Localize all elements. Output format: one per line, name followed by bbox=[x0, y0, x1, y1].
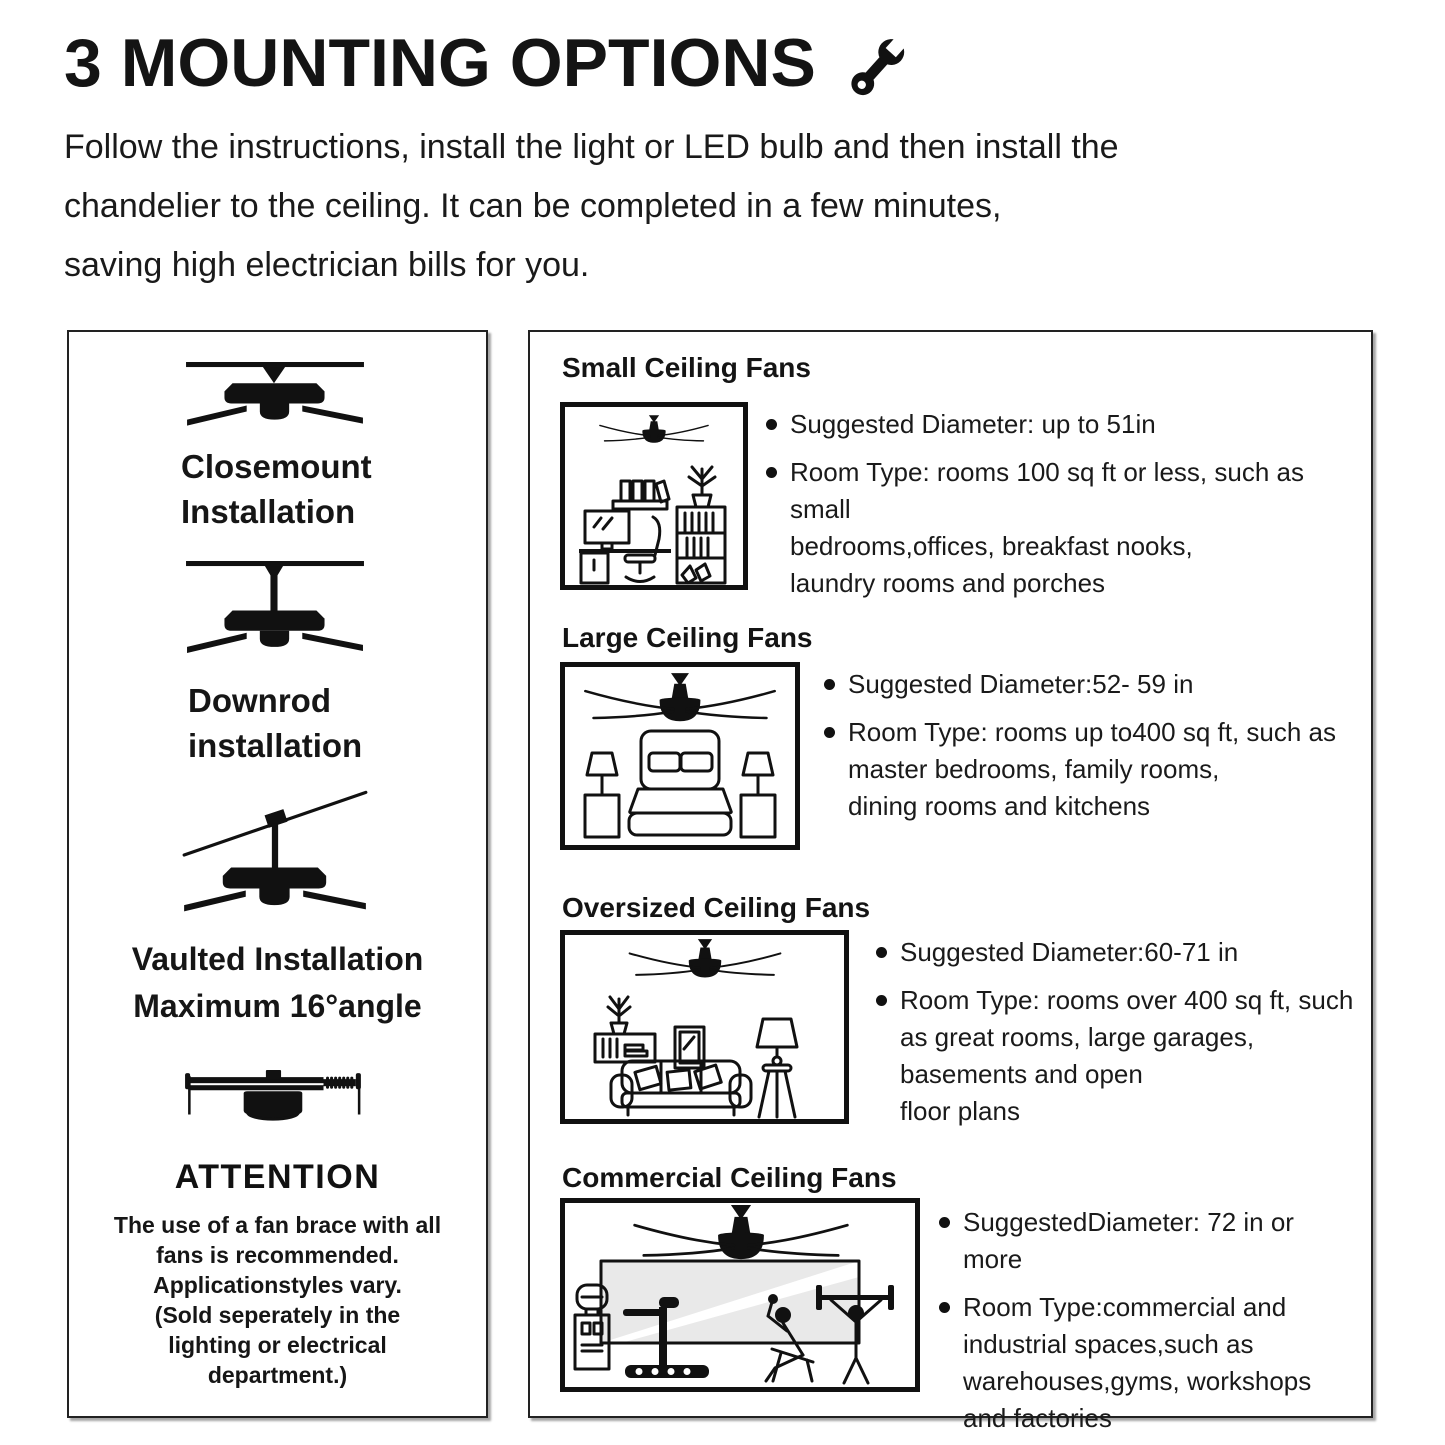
bullet-line: Room Type:commercial and bbox=[963, 1292, 1287, 1322]
mounting-options-panel bbox=[67, 330, 488, 1418]
attention-line: Applicationstyles vary. bbox=[153, 1272, 402, 1298]
attention-line: lighting or electrical bbox=[168, 1332, 387, 1358]
bullet-item bbox=[875, 934, 1355, 971]
bullet-line: master bedrooms, family rooms, bbox=[848, 754, 1220, 784]
bullet-line: and factories bbox=[963, 1403, 1112, 1433]
bullet-list bbox=[938, 1204, 1358, 1437]
bullet-line: Suggested Diameter:52- 59 in bbox=[848, 669, 1194, 699]
bullet-line: Suggested Diameter: up to 51in bbox=[790, 409, 1156, 439]
bullet-item bbox=[765, 454, 1355, 602]
bullet-item bbox=[875, 982, 1355, 1130]
fan-brace-icon bbox=[179, 1066, 371, 1125]
attention-line: department.) bbox=[207, 1362, 348, 1388]
intro-line: chandelier to the ceiling. It can be completed in a few minutes, bbox=[64, 187, 1002, 225]
bullet-line: basements and open bbox=[900, 1059, 1143, 1089]
mount-option-label bbox=[188, 678, 362, 768]
mount-label-line: Maximum 16°angle bbox=[133, 988, 422, 1024]
section-heading-large-ceiling-fans: Large Ceiling Fans bbox=[562, 622, 813, 653]
attention-title: ATTENTION bbox=[174, 1158, 381, 1196]
downrod-fan-icon bbox=[184, 561, 366, 656]
bullet-item bbox=[938, 1289, 1358, 1437]
bullet-line: warehouses,gyms, workshops bbox=[963, 1366, 1312, 1396]
intro-line: Follow the instructions, install the light or LED bulb and then install the bbox=[64, 128, 1119, 166]
mount-option-label bbox=[69, 936, 486, 1030]
living-room-illustration bbox=[560, 930, 849, 1124]
bullet-list bbox=[823, 666, 1353, 825]
bullet-line: as great rooms, large garages, bbox=[900, 1022, 1255, 1052]
small-room-office-illustration bbox=[560, 402, 748, 590]
mount-label-line: installation bbox=[188, 727, 363, 764]
bullet-list bbox=[765, 406, 1355, 602]
bullet-line: SuggestedDiameter: 72 in or more bbox=[963, 1207, 1294, 1274]
attention-line: (Sold seperately in the bbox=[154, 1302, 401, 1328]
bullet-item bbox=[823, 666, 1353, 703]
bullet-line: laundry rooms and porches bbox=[790, 568, 1106, 598]
bullet-line: dining rooms and kitchens bbox=[848, 791, 1151, 821]
mount-label-line: Closemount bbox=[181, 448, 372, 485]
attention-line: The use of a fan brace with all bbox=[113, 1212, 442, 1238]
attention-text bbox=[69, 1210, 486, 1390]
bullet-item bbox=[823, 714, 1353, 825]
section-heading-commercial-ceiling-fans: Commercial Ceiling Fans bbox=[562, 1162, 897, 1193]
mount-label-line: Vaulted Installation bbox=[131, 941, 424, 977]
mount-option-label bbox=[181, 444, 372, 534]
section-heading-oversized-ceiling-fans: Oversized Ceiling Fans bbox=[562, 892, 871, 923]
intro-line: saving high electrician bills for you. bbox=[64, 246, 590, 284]
bedroom-illustration bbox=[560, 662, 800, 850]
fan-size-guide-panel bbox=[528, 330, 1373, 1433]
bullet-line: industrial spaces,such as bbox=[963, 1329, 1254, 1359]
bullet-list bbox=[875, 934, 1355, 1130]
gym-illustration bbox=[560, 1198, 920, 1392]
header bbox=[64, 24, 914, 102]
bullet-item bbox=[765, 406, 1355, 443]
mount-label-line: Installation bbox=[181, 493, 356, 530]
intro-paragraph bbox=[64, 118, 1119, 295]
wrench-icon bbox=[838, 31, 914, 107]
bullet-line: Room Type: rooms up to400 sq ft, such as bbox=[848, 717, 1336, 747]
page-title: 3 MOUNTING OPTIONS bbox=[64, 25, 816, 101]
bullet-line: bedrooms,offices, breakfast nooks, bbox=[790, 531, 1193, 561]
vaulted-fan-icon bbox=[181, 784, 369, 924]
bullet-line: Suggested Diameter:60-71 in bbox=[900, 937, 1239, 967]
closemount-fan-icon bbox=[184, 362, 366, 429]
mount-label-line: Downrod bbox=[188, 682, 331, 719]
bullet-line: Room Type: rooms 100 sq ft or less, such as small bbox=[790, 457, 1304, 524]
bullet-line: floor plans bbox=[900, 1096, 1020, 1126]
bullet-item bbox=[938, 1204, 1358, 1278]
section-heading-small-ceiling-fans: Small Ceiling Fans bbox=[562, 352, 811, 383]
bullet-line: Room Type: rooms over 400 sq ft, such bbox=[900, 985, 1354, 1015]
attention-line: fans is recommended. bbox=[156, 1242, 399, 1268]
